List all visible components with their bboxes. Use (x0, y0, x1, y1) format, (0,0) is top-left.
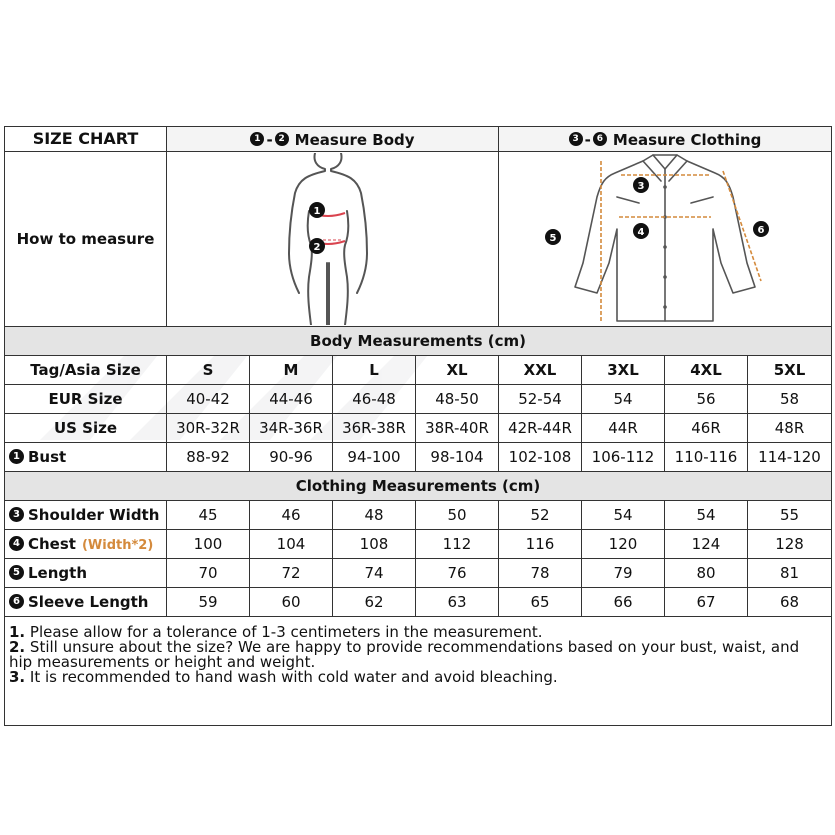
table-cell: 102-108 (499, 443, 582, 472)
chest-label: Chest (28, 534, 76, 553)
table-cell: 59 (167, 588, 250, 617)
table-cell: 42R-44R (499, 414, 582, 443)
marker-4-icon: 4 (9, 536, 24, 551)
row-label-us-size: US Size (5, 414, 167, 443)
marker-3-icon: 3 (569, 132, 583, 146)
how-to-measure-label: How to measure (5, 152, 167, 327)
table-cell: 90-96 (250, 443, 333, 472)
table-cell: 108 (333, 530, 416, 559)
table-cell: 74 (333, 559, 416, 588)
note-number: 1. (9, 623, 26, 641)
table-cell: 38R-40R (416, 414, 499, 443)
table-cell: 54 (582, 501, 665, 530)
table-cell: 46R (665, 414, 748, 443)
table-cell: 60 (250, 588, 333, 617)
row-label-tag-size: Tag/Asia Size (5, 356, 167, 385)
table-cell: XL (416, 356, 499, 385)
table-cell: 98-104 (416, 443, 499, 472)
table-cell: 80 (665, 559, 748, 588)
table-cell: 81 (748, 559, 832, 588)
table-cell: 68 (748, 588, 832, 617)
table-cell: 70 (167, 559, 250, 588)
table-cell: S (167, 356, 250, 385)
note-item (9, 670, 825, 685)
table-cell: 78 (499, 559, 582, 588)
table-cell: 5XL (748, 356, 832, 385)
clothing-diagram-cell (499, 152, 832, 327)
marker-2-icon: 2 (275, 132, 289, 146)
table-cell: L (333, 356, 416, 385)
table-cell: 3XL (582, 356, 665, 385)
table-cell: 63 (416, 588, 499, 617)
size-chart-title: SIZE CHART (5, 127, 167, 152)
marker-6-icon: 6 (593, 132, 607, 146)
table-row (5, 356, 832, 385)
marker-6-label: 6 (757, 225, 765, 236)
table-cell: 110-116 (665, 443, 748, 472)
table-cell: 58 (748, 385, 832, 414)
table-cell: 54 (582, 385, 665, 414)
size-chart-table (4, 126, 832, 726)
body-diagram-cell (167, 152, 499, 327)
row-label-eur-size: EUR Size (5, 385, 167, 414)
marker-5-label: 5 (549, 233, 557, 244)
body-measurements-section-row (5, 327, 832, 356)
table-row (5, 559, 832, 588)
table-cell: 94-100 (333, 443, 416, 472)
marker-3-label: 3 (637, 181, 645, 192)
table-cell: 120 (582, 530, 665, 559)
sleeve-length-label: Sleeve Length (28, 592, 149, 611)
shoulder-width-label: Shoulder Width (28, 505, 160, 524)
clothing-measurements-title: Clothing Measurements (cm) (5, 472, 832, 501)
marker-2-label: 2 (313, 242, 320, 253)
table-cell: 30R-32R (167, 414, 250, 443)
table-row (5, 385, 832, 414)
row-label-bust (5, 443, 167, 472)
marker-3-icon: 3 (9, 507, 24, 522)
table-row (5, 443, 832, 472)
table-row (5, 530, 832, 559)
table-cell: 34R-36R (250, 414, 333, 443)
table-row (5, 588, 832, 617)
notes-cell (5, 617, 832, 726)
measure-body-label: Measure Body (294, 130, 415, 149)
measure-clothing-dash: - (584, 130, 591, 149)
table-cell: 116 (499, 530, 582, 559)
table-cell: 65 (499, 588, 582, 617)
note-number: 2. (9, 638, 26, 656)
table-cell: 48 (333, 501, 416, 530)
marker-4-label: 4 (637, 227, 645, 238)
row-label-shoulder-width (5, 501, 167, 530)
table-cell: 114-120 (748, 443, 832, 472)
marker-6-icon: 6 (9, 594, 24, 609)
table-cell: M (250, 356, 333, 385)
table-cell: XXL (499, 356, 582, 385)
marker-1-icon: 1 (9, 449, 24, 464)
table-cell: 44R (582, 414, 665, 443)
table-cell: 48R (748, 414, 832, 443)
table-cell: 55 (748, 501, 832, 530)
header-row (5, 127, 832, 152)
marker-5-icon: 5 (9, 565, 24, 580)
bust-label: Bust (28, 447, 67, 466)
note-text: Still unsure about the size? We are happy to provide recommendations based on your bust, waist, and hip measurements or height and weight. (9, 638, 800, 671)
table-cell: 36R-38R (333, 414, 416, 443)
note-text: It is recommended to hand wash with cold water and avoid bleaching. (29, 668, 558, 686)
table-cell: 52-54 (499, 385, 582, 414)
table-cell: 124 (665, 530, 748, 559)
row-label-sleeve-length (5, 588, 167, 617)
table-cell: 67 (665, 588, 748, 617)
note-item (9, 640, 825, 670)
table-row (5, 501, 832, 530)
table-cell: 48-50 (416, 385, 499, 414)
table-cell: 50 (416, 501, 499, 530)
body-measurements-title: Body Measurements (cm) (5, 327, 832, 356)
how-to-measure-row (5, 152, 832, 327)
table-cell: 88-92 (167, 443, 250, 472)
table-cell: 54 (665, 501, 748, 530)
measure-body-header (167, 127, 499, 152)
note-number: 3. (9, 668, 26, 686)
table-cell: 76 (416, 559, 499, 588)
table-cell: 106-112 (582, 443, 665, 472)
table-cell: 62 (333, 588, 416, 617)
row-label-chest (5, 530, 167, 559)
table-cell: 72 (250, 559, 333, 588)
marker-1-icon: 1 (250, 132, 264, 146)
shirt-diagram (535, 153, 795, 325)
table-cell: 46-48 (333, 385, 416, 414)
row-label-length (5, 559, 167, 588)
table-cell: 4XL (665, 356, 748, 385)
table-cell: 79 (582, 559, 665, 588)
table-cell: 100 (167, 530, 250, 559)
table-cell: 56 (665, 385, 748, 414)
table-cell: 46 (250, 501, 333, 530)
clothing-measurements-section-row (5, 472, 832, 501)
table-cell: 45 (167, 501, 250, 530)
note-text: Please allow for a tolerance of 1-3 centimeters in the measurement. (29, 623, 543, 641)
body-silhouette-diagram (213, 153, 453, 325)
marker-1-label: 1 (313, 206, 320, 217)
measure-clothing-label: Measure Clothing (612, 130, 762, 149)
table-row (5, 414, 832, 443)
measure-body-dash: - (266, 130, 273, 149)
measure-clothing-header (499, 127, 832, 152)
table-cell: 66 (582, 588, 665, 617)
length-label: Length (28, 563, 87, 582)
table-cell: 104 (250, 530, 333, 559)
table-cell: 112 (416, 530, 499, 559)
notes-row (5, 617, 832, 726)
table-cell: 128 (748, 530, 832, 559)
chest-width-note: (Width*2) (81, 537, 154, 553)
table-cell: 44-46 (250, 385, 333, 414)
table-cell: 52 (499, 501, 582, 530)
table-cell: 40-42 (167, 385, 250, 414)
